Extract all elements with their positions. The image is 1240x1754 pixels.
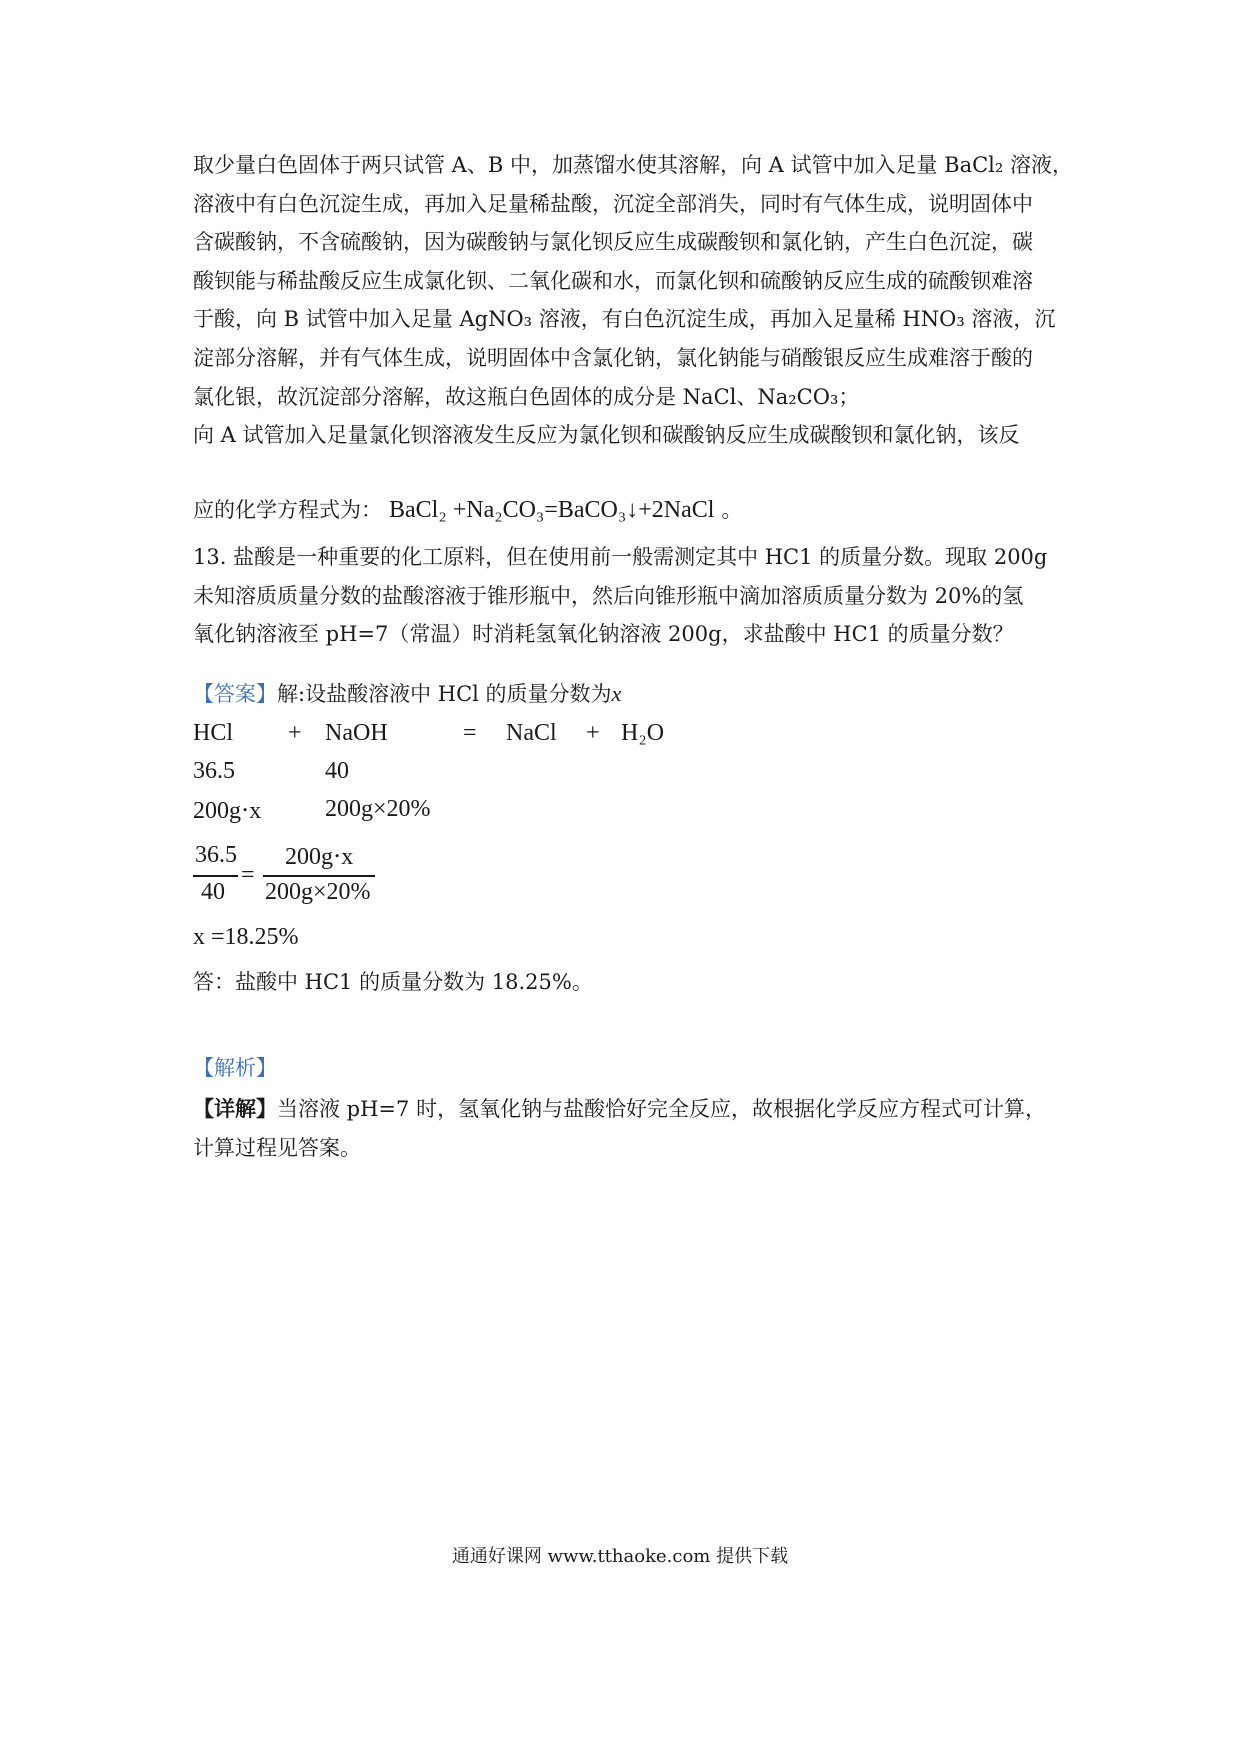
plus-sign: + <box>288 720 302 746</box>
answer-intro-line <box>193 678 621 708</box>
text-line: 于酸，向 B 试管中加入足量 AgNO₃ 溶液，有白色沉淀生成，再加入足量稀 HNO₃ 溶液，沉 <box>193 307 1056 332</box>
conclusion: 答：盐酸中 HC1 的质量分数为 18.25%。 <box>193 970 593 994</box>
answer-intro: 解:设盐酸溶液中 HCl 的质量分数为 <box>277 682 612 706</box>
left-denominator: 40 <box>201 879 225 905</box>
answer-tag: 【答案】 <box>193 682 277 706</box>
text-line: 氯化银，故沉淀部分溶解，故这瓶白色固体的成分是 NaCl、Na₂CO₃； <box>193 384 860 409</box>
plus-sign: + <box>586 720 600 746</box>
previous-answer-paragraph <box>193 146 1073 455</box>
proportion-equation <box>193 842 433 914</box>
product-water: H₂O <box>621 720 665 746</box>
hcl-molar-mass: 36.5 <box>193 758 235 784</box>
result: x =18.25% <box>193 924 299 950</box>
product-nacl: NaCl <box>506 720 557 746</box>
conclusion-line <box>193 966 593 996</box>
question-line: 未知溶质质量分数的盐酸溶液于锥形瓶中，然后向锥形瓶中滴加溶质质量分数为 20%的氢 <box>193 583 1024 608</box>
naoh-amount: 200g×20% <box>325 796 431 822</box>
analysis-heading <box>193 1052 277 1082</box>
detail-line <box>193 1090 1063 1129</box>
equals-sign: = <box>463 720 477 746</box>
chemical-equation: BaCl₂ +Na₂CO₃=BaCO₃↓+2NaCl <box>389 497 715 523</box>
fraction-bar <box>263 875 375 877</box>
text-line: 酸钡能与稀盐酸反应生成氯化钡、二氧化碳和水，而氯化钡和硫酸钠反应生成的硫酸钡难溶 <box>193 268 1033 293</box>
right-numerator: 200g⋅x <box>285 844 354 870</box>
chemical-equation-line <box>193 494 742 524</box>
question-line: 氧化钠溶液至 pH=7（常温）时消耗氢氧化钠溶液 200g，求盐酸中 HC1 的质量分数？ <box>193 622 1014 647</box>
fraction-bar <box>193 875 238 877</box>
reactant-hcl: HCl <box>193 720 234 746</box>
detail-tag: 【详解】 <box>193 1096 277 1121</box>
reactant-naoh: NaOH <box>325 720 388 746</box>
text-line: 向 A 试管加入足量氯化钡溶液发生反应为氯化钡和碳酸钠反应生成碳酸钡和氯化钠，该反 <box>193 423 1020 448</box>
left-numerator: 36.5 <box>195 842 237 868</box>
answer-variable: x <box>611 681 622 706</box>
text-line: 取少量白色固体于两只试管 A、B 中，加蒸馏水使其溶解，向 A 试管中加入足量 BaCl₂ 溶液， <box>193 153 1073 177</box>
detail-paragraph <box>193 1090 1063 1167</box>
question-line: 13. 盐酸是一种重要的化工原料，但在使用前一般需测定其中 HC1 的质量分数。现取 200g <box>193 545 1048 569</box>
text-line: 淀部分溶解，并有气体生成，说明固体中含氯化钠，氯化钠能与硝酸银反应生成难溶于酸的 <box>193 345 1033 370</box>
text-line: 溶液中有白色沉淀生成，再加入足量稀盐酸，沉淀全部消失，同时有气体生成，说明固体中 <box>193 191 1033 216</box>
hcl-amount: 200g⋅x <box>193 798 262 824</box>
detail-text: 当溶液 pH=7 时，氢氧化钠与盐酸恰好完全反应，故根据化学反应方程式可计算， <box>277 1097 1047 1121</box>
right-denominator: 200g×20% <box>265 879 371 905</box>
equals-sign: = <box>241 862 255 888</box>
page-footer: 通通好课网 www.tthaoke.com 提供下载 <box>451 1546 789 1567</box>
equation-prefix: 应的化学方程式为： <box>193 498 382 522</box>
question-13 <box>193 538 1063 654</box>
naoh-molar-mass: 40 <box>325 758 349 784</box>
analysis-tag: 【解析】 <box>193 1056 277 1080</box>
equation-suffix: 。 <box>721 498 743 522</box>
detail-line: 计算过程见答案。 <box>193 1135 361 1160</box>
text-line: 含碳酸钠，不含硫酸钠，因为碳酸钠与氯化钡反应生成碳酸钡和氯化钠，产生白色沉淀，碳 <box>193 230 1033 255</box>
